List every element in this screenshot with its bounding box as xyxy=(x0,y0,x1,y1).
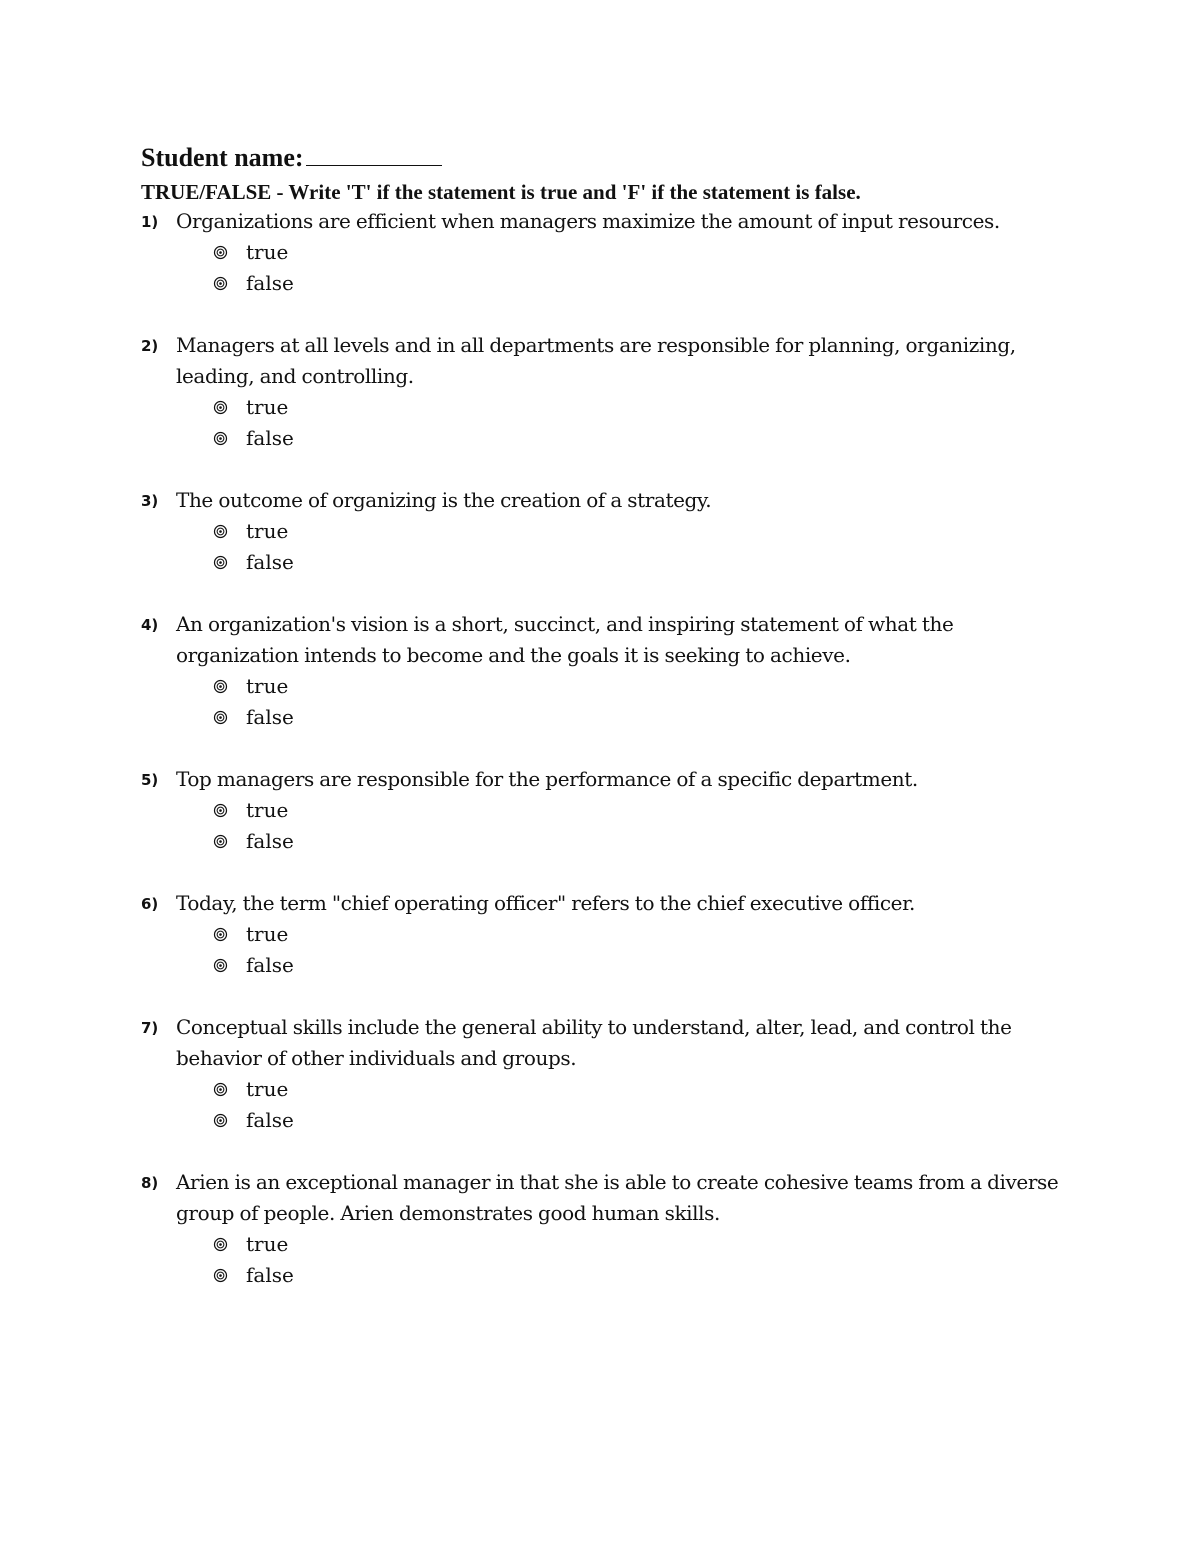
option-label: false xyxy=(246,1108,294,1132)
radio-button-icon[interactable] xyxy=(213,958,246,973)
radio-button-icon[interactable] xyxy=(213,276,246,291)
option-true[interactable] xyxy=(213,392,1081,423)
option-label: true xyxy=(246,798,289,822)
question-item-5 xyxy=(141,764,1081,857)
option-label: false xyxy=(246,271,294,295)
option-true[interactable] xyxy=(213,516,1081,547)
radio-button-icon[interactable] xyxy=(213,1268,246,1283)
radio-button-icon[interactable] xyxy=(213,927,246,942)
option-false[interactable] xyxy=(213,702,1081,733)
question-number: 1) xyxy=(141,213,159,231)
question-number: 5) xyxy=(141,771,159,789)
radio-button-icon[interactable] xyxy=(213,555,246,570)
question-item-2 xyxy=(141,330,1081,454)
radio-button-icon[interactable] xyxy=(213,1237,246,1252)
option-false[interactable] xyxy=(213,950,1081,981)
option-label: true xyxy=(246,1077,289,1101)
question-text: Organizations are efficient when managers maximize the amount of input resources. xyxy=(176,209,1000,233)
student-name-label: Student name: xyxy=(141,143,304,172)
question-list xyxy=(141,206,1081,1291)
option-label: false xyxy=(246,550,294,574)
option-true[interactable] xyxy=(213,1229,1081,1260)
answer-options xyxy=(213,237,1081,299)
option-label: true xyxy=(246,674,289,698)
answer-options xyxy=(213,516,1081,578)
radio-button-icon[interactable] xyxy=(213,803,246,818)
question-item-6 xyxy=(141,888,1081,981)
quiz-content xyxy=(141,140,1081,1291)
question-text: An organization's vision is a short, succinct, and inspiring statement of what the organization intends to become and the goals it is seeking to achieve. xyxy=(176,612,954,667)
question-number: 6) xyxy=(141,895,159,913)
question-text: Managers at all levels and in all departments are responsible for planning, organizing, leading, and controlling. xyxy=(176,333,1016,388)
radio-button-icon[interactable] xyxy=(213,400,246,415)
option-false[interactable] xyxy=(213,1260,1081,1291)
option-true[interactable] xyxy=(213,919,1081,950)
option-label: true xyxy=(246,922,289,946)
question-spacer xyxy=(141,981,1081,1012)
answer-options xyxy=(213,919,1081,981)
question-item-1 xyxy=(141,206,1081,299)
answer-options xyxy=(213,392,1081,454)
option-label: false xyxy=(246,953,294,977)
option-false[interactable] xyxy=(213,826,1081,857)
question-spacer xyxy=(141,454,1081,485)
radio-button-icon[interactable] xyxy=(213,524,246,539)
option-label: true xyxy=(246,395,289,419)
option-false[interactable] xyxy=(213,1105,1081,1136)
answer-options xyxy=(213,1074,1081,1136)
question-spacer xyxy=(141,733,1081,764)
radio-button-icon[interactable] xyxy=(213,245,246,260)
option-true[interactable] xyxy=(213,237,1081,268)
question-item-4 xyxy=(141,609,1081,733)
option-true[interactable] xyxy=(213,671,1081,702)
radio-button-icon[interactable] xyxy=(213,834,246,849)
question-text: Conceptual skills include the general ability to understand, alter, lead, and control the behavior of other individuals and groups. xyxy=(176,1015,1012,1070)
question-spacer xyxy=(141,299,1081,330)
radio-button-icon[interactable] xyxy=(213,1113,246,1128)
option-label: false xyxy=(246,829,294,853)
option-label: true xyxy=(246,240,289,264)
student-name-line xyxy=(141,140,1081,176)
radio-button-icon[interactable] xyxy=(213,679,246,694)
question-text: Top managers are responsible for the performance of a specific department. xyxy=(176,767,918,791)
answer-options xyxy=(213,795,1081,857)
option-label: true xyxy=(246,519,289,543)
question-number: 7) xyxy=(141,1019,159,1037)
option-label: true xyxy=(246,1232,289,1256)
question-number: 8) xyxy=(141,1174,159,1192)
answer-options xyxy=(213,671,1081,733)
question-item-7 xyxy=(141,1012,1081,1136)
question-spacer xyxy=(141,857,1081,888)
question-number: 2) xyxy=(141,337,159,355)
option-true[interactable] xyxy=(213,795,1081,826)
radio-button-icon[interactable] xyxy=(213,1082,246,1097)
question-text: Today, the term "chief operating officer" refers to the chief executive officer. xyxy=(176,891,915,915)
question-spacer xyxy=(141,578,1081,609)
option-label: false xyxy=(246,426,294,450)
question-number: 3) xyxy=(141,492,159,510)
question-item-3 xyxy=(141,485,1081,578)
option-false[interactable] xyxy=(213,268,1081,299)
question-spacer xyxy=(141,1136,1081,1167)
question-text: The outcome of organizing is the creation of a strategy. xyxy=(176,488,712,512)
option-label: false xyxy=(246,705,294,729)
question-item-8 xyxy=(141,1167,1081,1291)
instructions: TRUE/FALSE - Write 'T' if the statement is true and 'F' if the statement is false. xyxy=(141,180,861,204)
option-true[interactable] xyxy=(213,1074,1081,1105)
radio-button-icon[interactable] xyxy=(213,710,246,725)
answer-options xyxy=(213,1229,1081,1291)
option-false[interactable] xyxy=(213,423,1081,454)
question-number: 4) xyxy=(141,616,159,634)
option-label: false xyxy=(246,1263,294,1287)
option-false[interactable] xyxy=(213,547,1081,578)
radio-button-icon[interactable] xyxy=(213,431,246,446)
question-text: Arien is an exceptional manager in that she is able to create cohesive teams from a diverse group of people. Arien demonstrates good human skills. xyxy=(176,1170,1059,1225)
student-name-blank[interactable] xyxy=(306,141,442,166)
